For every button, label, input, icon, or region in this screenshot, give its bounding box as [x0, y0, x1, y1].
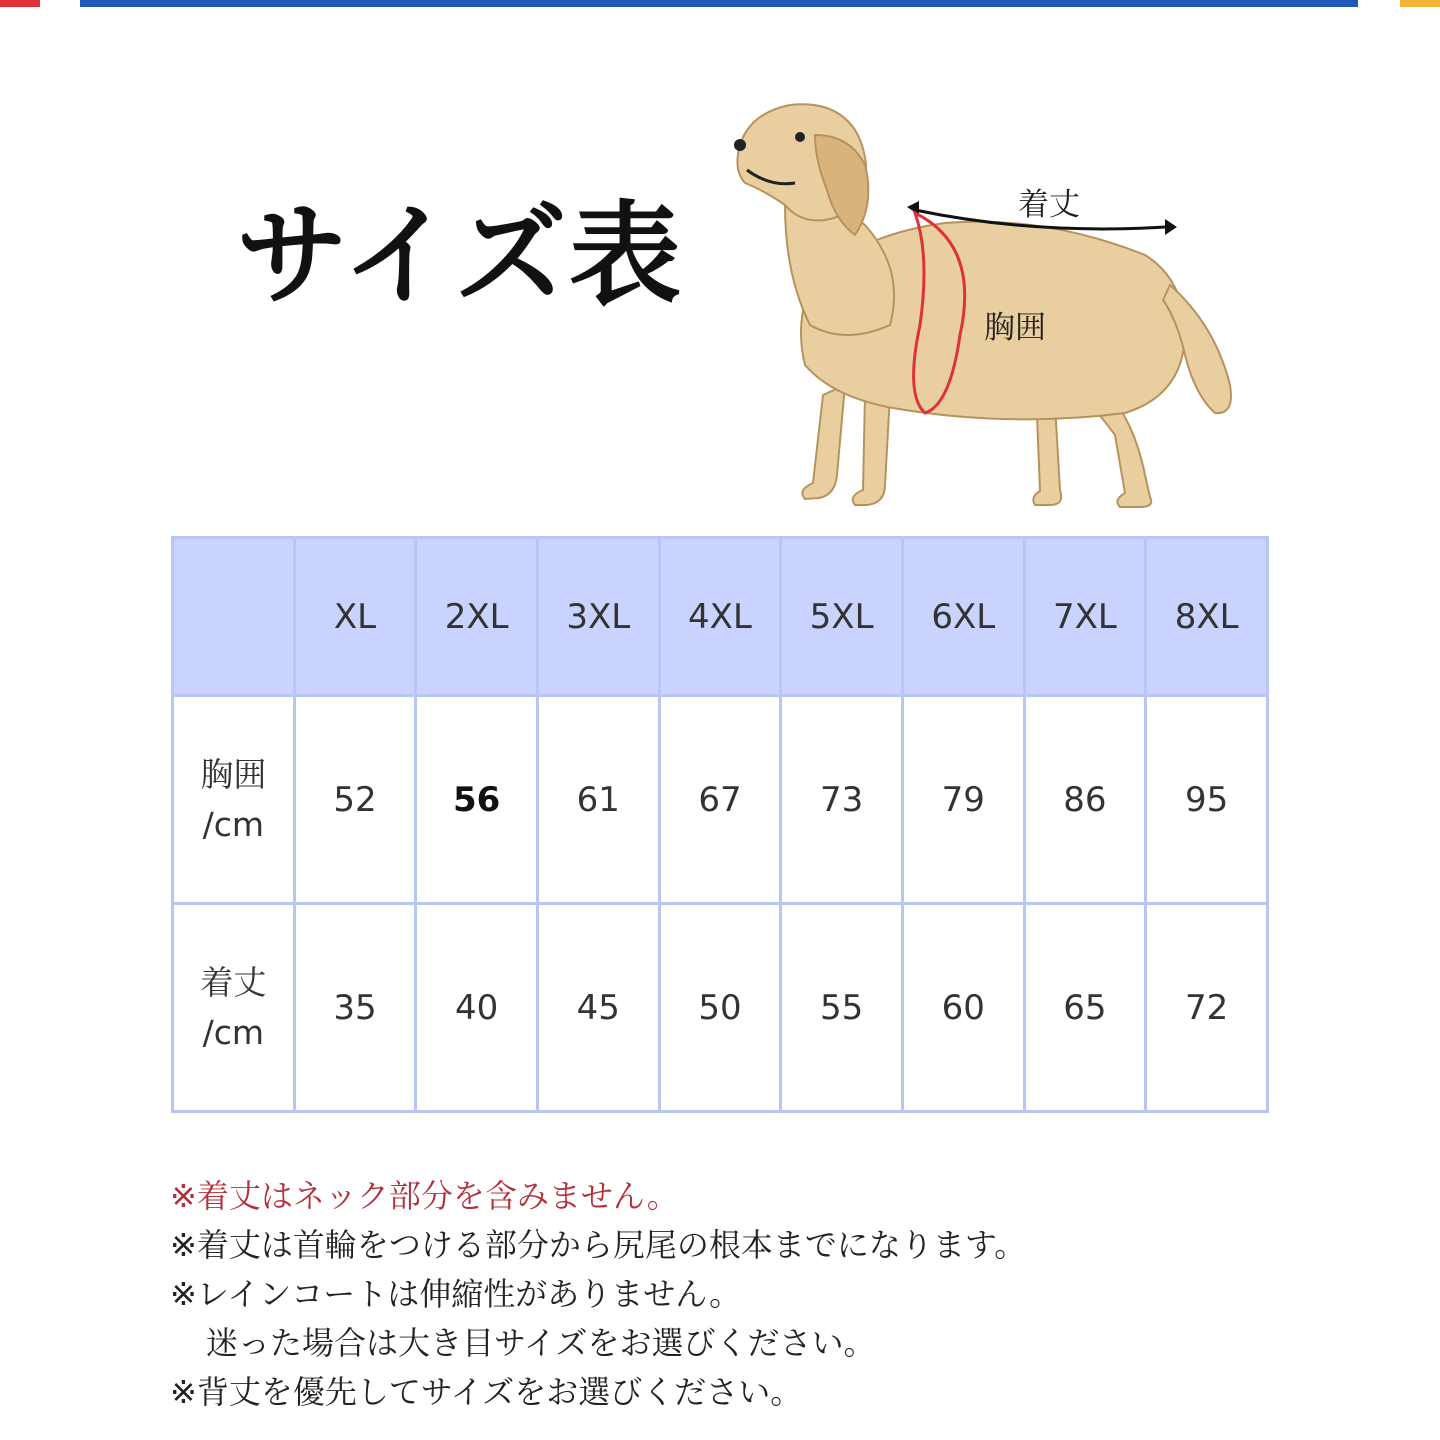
table-header-row	[173, 538, 1268, 696]
table-cell: 61	[537, 696, 659, 904]
table-cell: 95	[1146, 696, 1268, 904]
top-bar-right	[1400, 0, 1440, 7]
size-table	[171, 536, 1269, 1113]
size-header: 2XL	[416, 538, 538, 696]
table-cell: 40	[416, 904, 538, 1112]
notes-list	[170, 1172, 1270, 1417]
row-header-unit: /cm	[202, 804, 265, 844]
table-cell: 45	[537, 904, 659, 1112]
page-title: サイズ表	[236, 191, 684, 321]
table-corner-cell	[173, 538, 295, 696]
table-cell: 67	[659, 696, 781, 904]
table-cell: 35	[294, 904, 416, 1112]
row-header-label: 胸囲	[200, 755, 267, 794]
size-header: 4XL	[659, 538, 781, 696]
row-header	[173, 696, 295, 904]
table-cell: 50	[659, 904, 781, 1112]
size-header: XL	[294, 538, 416, 696]
size-header: 3XL	[537, 538, 659, 696]
size-header: 8XL	[1146, 538, 1268, 696]
row-header-unit: /cm	[202, 1012, 265, 1052]
note-item: ※背丈を優先してサイズをお選びください。	[170, 1373, 803, 1411]
table-cell: 79	[902, 696, 1024, 904]
table-cell: 72	[1146, 904, 1268, 1112]
note-item: 迷った場合は大き目サイズをお選びください。	[206, 1324, 876, 1362]
note-item: ※着丈は首輪をつける部分から尻尾の根本までになります。	[170, 1226, 1027, 1264]
note-item: ※着丈はネック部分を含みません。	[170, 1177, 679, 1215]
size-header: 5XL	[781, 538, 903, 696]
length-label: 着丈	[1018, 187, 1080, 223]
table-row-chest	[173, 696, 1268, 904]
note-item: ※レインコートは伸縮性がありません。	[170, 1275, 742, 1313]
chest-label: 胸囲	[984, 310, 1046, 346]
table-cell: 60	[902, 904, 1024, 1112]
table-row-length	[173, 904, 1268, 1112]
row-header	[173, 904, 295, 1112]
size-header: 7XL	[1024, 538, 1146, 696]
table-cell: 65	[1024, 904, 1146, 1112]
table-cell: 86	[1024, 696, 1146, 904]
row-header-label: 着丈	[200, 963, 267, 1002]
size-header: 6XL	[902, 538, 1024, 696]
table-cell: 56	[416, 696, 538, 904]
top-bar	[80, 0, 1358, 7]
table-cell: 52	[294, 696, 416, 904]
table-cell: 55	[781, 904, 903, 1112]
table-cell: 73	[781, 696, 903, 904]
top-bar-left	[0, 0, 40, 7]
